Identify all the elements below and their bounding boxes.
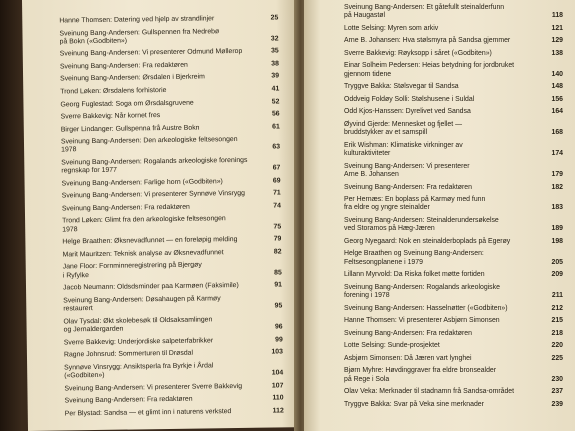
toc-entry bbox=[61, 156, 280, 176]
toc-entry-title: Oddveig Foldøy Solli: Stølshusene i Suldal bbox=[344, 95, 475, 103]
toc-entry-page: 218 bbox=[551, 329, 563, 337]
toc-entry-title: Sverre Bakkevig: Røyksopp i såret («Godbiten») bbox=[344, 49, 492, 57]
toc-entry bbox=[344, 305, 563, 313]
toc-entry-title: Trond Løken: Glimt fra den arkeologiske feltsesongen 1978 bbox=[62, 215, 226, 234]
toc-entry-title: Sveinung Bang-Andersen: Hasselnøtter («Godbiten») bbox=[344, 304, 508, 312]
toc-entry-page: 179 bbox=[551, 171, 563, 179]
toc-entry bbox=[344, 250, 563, 267]
toc-entry-page: 211 bbox=[551, 292, 563, 300]
toc-entry bbox=[60, 98, 279, 109]
toc-entry bbox=[344, 238, 563, 246]
toc-entry-title: Sveinung Bang-Andersen: Vi presenterer Arne B. Johansen bbox=[344, 162, 470, 179]
toc-entry-title: Einar Solheim Pedersen: Heias betydning for jordbruket gjennom tidene bbox=[344, 62, 515, 78]
toc-entry bbox=[344, 62, 563, 79]
toc-entry-title: Sveinung Bang-Andersen: Steinalderundersøkelse ved Storamos på Hæg-Jæren bbox=[344, 216, 499, 233]
toc-entry-title: Asbjørn Simonsen: Då Jæren vart lynghei bbox=[344, 354, 472, 362]
toc-entry bbox=[344, 401, 563, 409]
toc-entry-title: Tryggve Bakka: Svar på Veka sine merknader bbox=[344, 400, 484, 408]
toc-entry-page: 25 bbox=[270, 14, 279, 22]
toc-list-right bbox=[344, 4, 563, 409]
toc-entry-title: Sveinung Bang-Andersen: Fra redaktøren bbox=[61, 203, 190, 213]
toc-entry bbox=[344, 50, 563, 58]
right-page bbox=[304, 0, 575, 431]
toc-entry-page: 82 bbox=[273, 248, 282, 256]
toc-entry-page: 225 bbox=[551, 354, 563, 362]
toc-entry-page: 140 bbox=[551, 70, 563, 78]
toc-entry-title: Jane Floor: Fornminneregistrering på Bjergøy i Ryfylke bbox=[62, 261, 202, 280]
toc-entry bbox=[60, 60, 279, 71]
toc-entry-page: 121 bbox=[551, 24, 563, 32]
toc-entry-title: Jacob Neumann: Oldsdsminder paa Karmøen (Faksimile) bbox=[62, 282, 239, 292]
toc-entry-page: 74 bbox=[273, 202, 281, 210]
toc-entry-title: Per Hernæs: En boplass på Karmøy med funn fra eldre og yngre steinalder bbox=[344, 196, 486, 212]
toc-entry-page: 99 bbox=[275, 335, 283, 344]
toc-entry-page: 198 bbox=[551, 237, 563, 245]
toc-entry bbox=[62, 177, 281, 188]
toc-entry bbox=[60, 85, 279, 96]
toc-entry-page: 164 bbox=[551, 108, 563, 116]
toc-entry-title: Sverre Bakkevig: Underjordiske salpeterfabrikker bbox=[63, 336, 214, 347]
toc-entry-title: Sveinung Bang-Andersen: Gullspennen fra Nedrebø på Bokn («Godbiten») bbox=[59, 27, 220, 46]
toc-entry bbox=[344, 4, 563, 21]
toc-entry bbox=[63, 248, 282, 259]
toc-entry-page: 239 bbox=[551, 400, 563, 408]
toc-entry-title: Arne B. Johansen: Hva stølsmyra på Sandsa gjemmer bbox=[344, 37, 511, 45]
toc-entry-title: Per Blystad: Sandsa — et glimt inn i naturens verksted bbox=[64, 407, 232, 418]
toc-entry-page: 69 bbox=[272, 177, 281, 185]
toc-entry-title: Sveinung Bang-Andersen: Rogalands arkeologiske forenings regnskap for 1977 bbox=[61, 156, 248, 175]
toc-entry-title: Sveinung Bang-Andersen: Vi presenterer Odmund Møllerop bbox=[59, 48, 243, 58]
toc-entry bbox=[344, 342, 563, 350]
toc-entry-title: Birger Lindanger: Gullspenna frå Austre Bokn bbox=[60, 124, 200, 134]
toc-entry bbox=[61, 136, 280, 156]
left-page bbox=[22, 0, 304, 431]
toc-entry-title: Lotte Selsing: Sunde-prosjektet bbox=[344, 342, 440, 350]
toc-entry-title: Erik Wishman: Klimatiske virkninger av kulturaktiviteter bbox=[344, 141, 463, 158]
toc-entry-title: Sveinung Bang-Andersen: Farlige horn («Godbiten») bbox=[61, 178, 223, 188]
toc-entry bbox=[63, 282, 282, 293]
toc-entry bbox=[64, 382, 283, 393]
toc-entry-page: 71 bbox=[273, 189, 281, 197]
toc-entry-page: 32 bbox=[270, 35, 279, 43]
toc-entry bbox=[64, 361, 283, 381]
toc-entry bbox=[344, 163, 563, 180]
toc-list-left bbox=[59, 14, 284, 418]
toc-entry-page: 85 bbox=[274, 269, 282, 277]
toc-entry-title: Sveinung Bang-Andersen: Vi presenterer Synnøve Vinsrygg bbox=[61, 190, 246, 200]
toc-entry-page: 63 bbox=[272, 143, 281, 151]
toc-entry bbox=[61, 110, 280, 121]
toc-entry-page: 156 bbox=[551, 95, 563, 103]
toc-entry bbox=[344, 317, 563, 325]
toc-entry bbox=[344, 388, 563, 396]
toc-entry bbox=[344, 217, 563, 234]
toc-entry bbox=[61, 123, 280, 134]
toc-entry-title: Sveinung Bang-Andersen: Fra redaktøren bbox=[59, 61, 188, 71]
toc-entry-page: 212 bbox=[551, 304, 563, 312]
toc-entry bbox=[63, 261, 282, 281]
toc-entry bbox=[344, 271, 563, 279]
toc-entry bbox=[65, 394, 284, 405]
toc-entry-title: Ragne Johnsrud: Sommerturen til Drøsdal bbox=[63, 349, 194, 359]
toc-entry-title: Sveinung Bang-Andersen: Vi presenterer Sverre Bakkevig bbox=[64, 382, 243, 392]
toc-entry-title: Odd Kjos-Hanssen: Dyrelivet ved Sandsa bbox=[344, 108, 471, 116]
toc-entry-page: 104 bbox=[271, 369, 284, 377]
toc-entry bbox=[60, 73, 279, 84]
toc-entry-page: 189 bbox=[551, 225, 563, 233]
toc-entry-page: 138 bbox=[551, 49, 563, 57]
toc-entry-page: 148 bbox=[551, 83, 563, 91]
background-edge bbox=[0, 0, 22, 431]
toc-entry bbox=[344, 96, 563, 104]
toc-entry-title: Lotte Selsing: Myren som arkiv bbox=[344, 24, 439, 32]
toc-entry-page: 41 bbox=[271, 85, 280, 93]
toc-entry-title: Øyvind Gjerde: Mennesket og fjellet — bruddstykker av et samspill bbox=[344, 120, 462, 137]
toc-entry-title: Sveinung Bang-Andersen: Fra redaktøren bbox=[344, 183, 472, 191]
toc-entry-page: 75 bbox=[273, 223, 282, 231]
toc-entry bbox=[62, 202, 281, 213]
toc-entry-title: Hanne Thomsen: Datering ved hjelp av strandlinjer bbox=[59, 15, 215, 25]
toc-entry-page: 129 bbox=[551, 37, 563, 45]
toc-entry bbox=[64, 348, 283, 359]
toc-entry-title: Olav Tysdal: Økt skolebesøk til Oldsaksamlingen og Jernaldergarden bbox=[63, 316, 213, 334]
toc-entry-title: Bjørn Myhre: Høvdinggraver fra eldre bronsealder på Rege i Sola bbox=[344, 367, 497, 383]
toc-entry-page: 103 bbox=[271, 348, 283, 356]
toc-entry-page: 174 bbox=[551, 150, 563, 158]
toc-entry-page: 61 bbox=[272, 123, 280, 131]
toc-entry bbox=[344, 330, 563, 338]
toc-entry-page: 118 bbox=[551, 12, 563, 20]
toc-entry bbox=[62, 190, 281, 201]
toc-entry bbox=[344, 196, 563, 213]
toc-entry bbox=[344, 121, 563, 138]
toc-entry-page: 107 bbox=[271, 381, 284, 390]
toc-entry-title: Hanne Thomsen: Vi presenterer Asbjørn Simonsen bbox=[344, 317, 500, 325]
toc-entry bbox=[344, 25, 563, 33]
toc-entry-title: Helge Braathen og Sveinung Bang-Andersen: Feltsesongplanene i 1979 bbox=[344, 250, 484, 266]
toc-entry-title: Sveinung Bang-Andersen: Døsahaugen på Karmøy restaurert bbox=[63, 295, 221, 313]
toc-entry bbox=[65, 407, 284, 418]
toc-entry-title: Sverre Bakkevig: Når kornet fres bbox=[60, 112, 161, 121]
toc-entry-title: Sveinung Bang-Andersen: Rogalands arkeologiske forening i 1978 bbox=[344, 283, 500, 300]
toc-entry-page: 67 bbox=[272, 164, 281, 172]
toc-entry-title: Olav Veka: Merknader til stadnamn frå Sandsa-området bbox=[344, 388, 515, 396]
toc-entry-page: 79 bbox=[273, 235, 282, 243]
toc-entry-title: Sveinung Bang-Andersen: Fra redaktøren bbox=[344, 329, 472, 337]
toc-entry-page: 168 bbox=[551, 129, 563, 137]
toc-entry bbox=[344, 355, 563, 363]
toc-entry-page: 183 bbox=[551, 204, 563, 212]
toc-entry-title: Georg Nyegaard: Nok en steinalderboplads på Egerøy bbox=[344, 237, 511, 245]
toc-entry bbox=[59, 27, 278, 47]
toc-entry-page: 38 bbox=[271, 60, 279, 68]
toc-entry bbox=[344, 142, 563, 159]
toc-entry-page: 96 bbox=[274, 323, 283, 331]
toc-entry-page: 52 bbox=[271, 97, 280, 106]
toc-entry-title: Sveinung Bang-Andersen: Ørsdalen i Bjerkreim bbox=[60, 73, 205, 83]
toc-entry-title: Synnøve Vinsrygg: Ansiktsperla fra Byrkje i Årdal («Godbiten») bbox=[64, 361, 214, 380]
toc-entry-title: Lillann Myrvold: Da Riska folket møtte fortiden bbox=[344, 271, 485, 279]
toc-entry-page: 95 bbox=[274, 302, 283, 310]
toc-entry bbox=[344, 83, 563, 91]
toc-entry-page: 35 bbox=[271, 47, 279, 55]
toc-entry bbox=[64, 336, 283, 347]
toc-entry-page: 230 bbox=[551, 375, 563, 383]
toc-entry-page: 215 bbox=[551, 317, 563, 325]
toc-entry-page: 110 bbox=[272, 394, 284, 402]
toc-entry-page: 205 bbox=[551, 258, 563, 266]
toc-entry bbox=[62, 236, 281, 247]
toc-entry bbox=[344, 284, 563, 301]
toc-entry bbox=[344, 108, 563, 116]
toc-entry-title: Tryggve Bakka: Stølsvegar til Sandsa bbox=[344, 83, 459, 91]
toc-entry-title: Sveinung Bang-Andersen: Fra redaktøren bbox=[64, 395, 193, 405]
toc-entry-title: Sveinung Bang-Andersen: Et gåtefullt steinalderfunn på Haugastøl bbox=[344, 4, 505, 20]
toc-entry bbox=[344, 184, 563, 192]
toc-entry bbox=[60, 48, 279, 59]
toc-entry bbox=[62, 215, 281, 235]
toc-entry bbox=[59, 14, 278, 25]
toc-entry bbox=[63, 315, 282, 335]
toc-entry-title: Georg Fuglestad: Soga om Ørsdalsgruvene bbox=[60, 99, 194, 109]
toc-entry-page: 237 bbox=[551, 388, 563, 396]
toc-entry bbox=[344, 367, 563, 384]
toc-entry-title: Helge Braathen: Øksnevadfunnet — en foreløpig melding bbox=[62, 236, 238, 246]
toc-entry-page: 112 bbox=[272, 406, 284, 415]
toc-entry-page: 209 bbox=[551, 271, 563, 279]
toc-entry-page: 220 bbox=[551, 342, 563, 350]
toc-entry bbox=[344, 37, 563, 45]
toc-entry-title: Trond Løken: Ørsdalens forhistorie bbox=[60, 86, 167, 96]
toc-entry bbox=[63, 294, 282, 314]
toc-entry-page: 182 bbox=[551, 183, 563, 191]
toc-entry-title: Marit Mauritzen: Teknisk analyse av Øksnevadfunnet bbox=[62, 249, 224, 259]
toc-entry-page: 39 bbox=[271, 72, 280, 80]
toc-entry-page: 91 bbox=[274, 281, 283, 289]
toc-entry-title: Sveinung Bang-Andersen: Den arkeologiske feltsesongen 1978 bbox=[60, 136, 238, 154]
toc-entry-page: 56 bbox=[271, 110, 280, 118]
